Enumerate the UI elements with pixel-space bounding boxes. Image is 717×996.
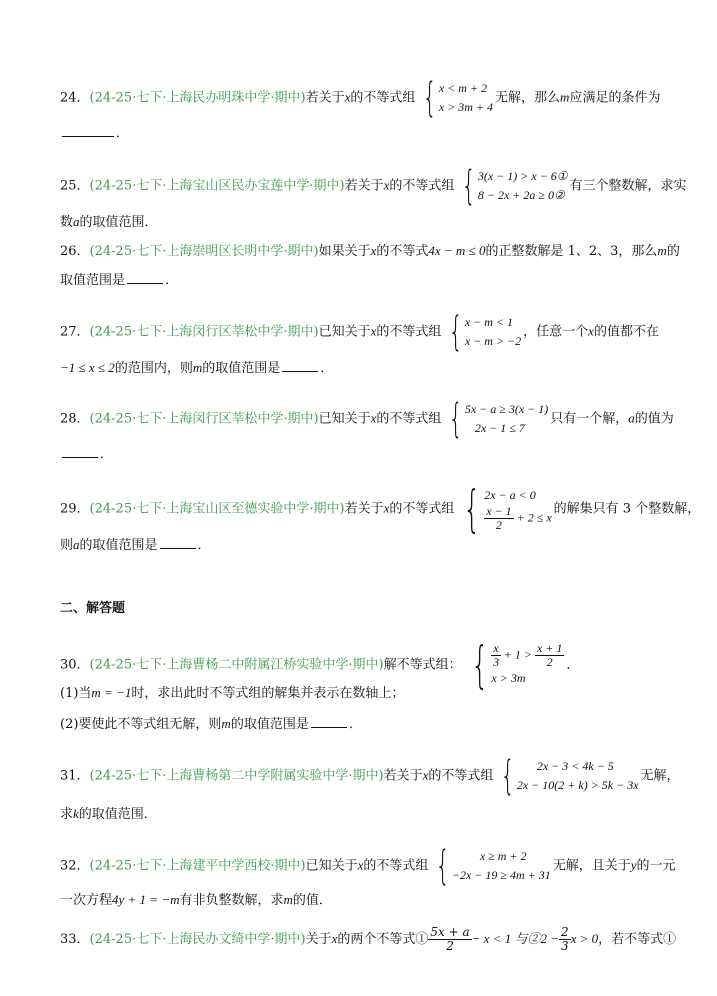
question-24: 24．(24-25·七下·上海民办明珠中学·期中)若关于x的不等式组 { x < m + 2 x > 3m + 4 无解，那么m应满足的条件为	[60, 75, 661, 121]
question-source: (24-25·七下·上海曹杨第二中学附属实验中学·期中)	[89, 768, 384, 784]
question-30-part2: (2)要使此不等式组无解，则m的取值范围是 ．	[60, 716, 362, 732]
inequality-system: { 3(x − 1) > x − 6① 8 − 2x + 2a ≥ 0②	[462, 163, 568, 209]
question-source: (24-25·七下·上海建平中学西校·期中)	[89, 858, 306, 874]
question-source: (24-25·七下·上海曹杨二中附属江桥实验中学·期中)	[89, 657, 384, 673]
question-32: 32．(24-25·七下·上海建平中学西校·期中)已知关于x的不等式组 { x ≥ m + 2 −2x − 19 ≥ 4m + 31 无解，且关于y的一元	[60, 843, 676, 889]
inequality-system: { $\frac{x}{3}$ + 1 > $\frac{x + 1}{2}$ x > 3m	[470, 636, 563, 694]
answer-blank[interactable]	[127, 271, 163, 284]
question-source: (24-25·七下·上海宝山区民办宝莲中学·期中)	[89, 178, 345, 194]
question-29: 29．(24-25·七下·上海宝山区至德实验中学·期中)若关于x的不等式组 { 2x − a < 0 $\frac{x - 1}{2}$ + 2 ≤ x 的解集只有 3 个整数解，	[60, 480, 701, 538]
question-33: 33．(24-25·七下·上海民办文绮中学·期中)关于x的两个不等式① $\frac{5x + a}{2}$ − x < 1 与②2 − $\frac{2}{3}$ x > 0，若不等式①	[60, 925, 677, 953]
answer-blank[interactable]	[62, 124, 114, 137]
question-source: (24-25·七下·上海闵行区莘松中学·期中)	[89, 411, 319, 427]
question-source: (24-25·七下·上海民办文绮中学·期中)	[89, 932, 306, 947]
question-26: 26．(24-25·七下·上海崇明区长明中学·期中)如果关于x的不等式4x − m ≤ 0的正整数解是 1、2、3，那么m的	[60, 243, 680, 259]
question-source: (24-25·七下·上海闵行区莘松中学·期中)	[89, 324, 319, 340]
question-31: 31．(24-25·七下·上海曹杨第二中学附属实验中学·期中)若关于x的不等式组 { 2x − 3 < 4k − 5 2x − 10(2 + k) > 5k − 3x 无解，	[60, 753, 680, 799]
inequality-system: { 2x − a < 0 $\frac{x - 1}{2}$ + 2 ≤ x	[463, 480, 552, 538]
answer-blank[interactable]	[282, 359, 318, 372]
answer-blank[interactable]	[311, 715, 347, 728]
question-27: 27．(24-25·七下·上海闵行区莘松中学·期中)已知关于x的不等式组 { x − m < 1 x − m > −2 ，任意一个x的值都不在	[60, 309, 659, 355]
question-source: (24-25·七下·上海崇明区长明中学·期中)	[89, 244, 319, 259]
question-source: (24-25·七下·上海宝山区至德实验中学·期中)	[89, 501, 345, 517]
question-28-blank-line: ．	[60, 445, 113, 464]
question-26-line2: 取值范围是 ．	[60, 273, 179, 288]
inequality-system: { x ≥ m + 2 −2x − 19 ≥ 4m + 31	[436, 843, 551, 889]
inequality-system: { x < m + 2 x > 3m + 4	[423, 75, 494, 121]
question-30-part1: (1)当m = −1时，求出此时不等式组的解集并表示在数轴上；	[60, 685, 405, 701]
inequality-system: { 5x − a ≥ 3(x − 1) 2x − 1 ≤ 7	[449, 396, 549, 442]
question-27-line2: −1 ≤ x ≤ 2的范围内，则m的取值范围是 ．	[60, 360, 334, 376]
question-25-line2: 数a的取值范围．	[60, 214, 158, 230]
question-source: (24-25·七下·上海民办明珠中学·期中)	[89, 90, 306, 106]
question-28: 28．(24-25·七下·上海闵行区莘松中学·期中)已知关于x的不等式组 { 5x − a ≥ 3(x − 1) 2x − 1 ≤ 7 只有一个解，a的值为	[60, 396, 674, 442]
question-25: 25．(24-25·七下·上海宝山区民办宝莲中学·期中)若关于x的不等式组 { 3(x − 1) > x − 6① 8 − 2x + 2a ≥ 0② 有三个整数解，求实	[60, 163, 687, 209]
question-31-line2: 求k的取值范围．	[60, 806, 157, 822]
question-24-blank-line: ．	[60, 124, 129, 143]
section-title: 二、解答题	[60, 601, 126, 616]
inequality-system: { x − m < 1 x − m > −2	[449, 309, 522, 355]
answer-blank[interactable]	[160, 536, 196, 549]
question-30: 30．(24-25·七下·上海曹杨二中附属江桥实验中学·期中)解不等式组： { $\frac{x}{3}$ + 1 > $\frac{x + 1}{2}$ x > 3m ．	[60, 636, 580, 694]
inequality-system: { 2x − 3 < 4k − 5 2x − 10(2 + k) > 5k − 3x	[501, 753, 639, 799]
question-32-line2: 一次方程4y + 1 = −m有非负整数解，求m的值．	[60, 892, 332, 908]
answer-blank[interactable]	[62, 445, 98, 458]
question-29-line2: 则a的取值范围是 ．	[60, 537, 211, 553]
